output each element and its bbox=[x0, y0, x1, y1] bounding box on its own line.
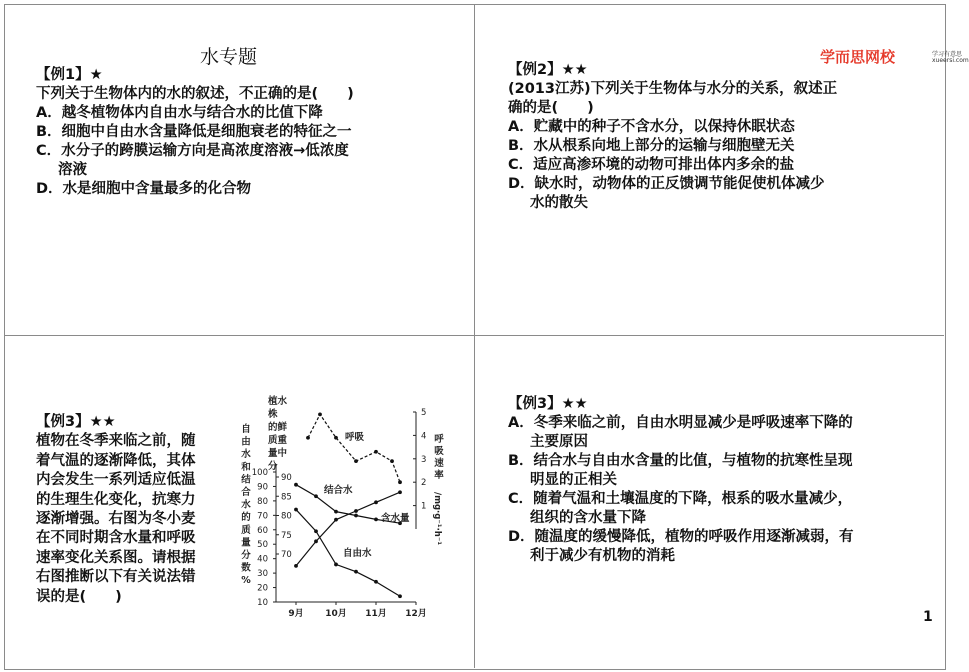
left-axis-1-label-char: 量 bbox=[241, 537, 251, 549]
left-axis-1-tick-label: 100 bbox=[251, 468, 268, 478]
option-b: B．细胞中自由水含量降低是细胞衰老的特征之一 bbox=[36, 124, 352, 140]
series-point-呼吸 bbox=[354, 459, 358, 463]
left-axis-1-label-char: 合 bbox=[241, 487, 251, 498]
question-text: 下列关于生物体内的水的叙述，不正确的是( ) bbox=[36, 86, 354, 102]
left-axis-2-label-char: 质重 bbox=[268, 435, 288, 446]
option-b-cont: 明显的正相关 bbox=[530, 472, 617, 488]
left-axis-1-tick-label: 80 bbox=[257, 496, 268, 507]
page-number: 1 bbox=[923, 609, 933, 625]
slide1-content bbox=[36, 66, 354, 199]
right-axis-tick-label: 3 bbox=[421, 454, 427, 465]
left-axis-1-label-char: 和 bbox=[241, 461, 251, 473]
slide3-content bbox=[36, 413, 196, 607]
option-d: D．缺水时，动物体的正反馈调节能促使机体减少 bbox=[508, 176, 825, 192]
left-axis-1-label-char: 数 bbox=[241, 562, 251, 574]
left-axis-2-label-char: 分 bbox=[268, 461, 278, 472]
left-axis-2-label-char: 的鲜 bbox=[268, 422, 288, 433]
slide4-content bbox=[508, 395, 854, 566]
horizontal-divider bbox=[4, 335, 944, 336]
option-b: B．结合水与自由水含量的比值，与植物的抗寒性呈现 bbox=[508, 453, 853, 469]
left-axis-1-tick-label: 30 bbox=[257, 569, 268, 580]
option-c: C．随着气温和土壤温度的下降，根系的吸水量减少， bbox=[508, 491, 853, 507]
text-line: 在不同时期含水量和呼吸 bbox=[36, 530, 196, 547]
left-axis-1-tick-label: 90 bbox=[257, 482, 268, 493]
series-point-呼吸 bbox=[334, 436, 338, 440]
vertical-divider bbox=[474, 4, 475, 668]
right-axis-tick-label: 5 bbox=[421, 408, 427, 418]
left-axis-1-label-char: 分 bbox=[241, 550, 251, 561]
right-axis-label-char: 率 bbox=[434, 470, 444, 481]
series-point-含水量 bbox=[294, 483, 298, 487]
left-axis-2-tick-label: 90 bbox=[281, 473, 292, 483]
series-point-结合水 bbox=[354, 509, 358, 513]
series-point-含水量 bbox=[314, 494, 318, 498]
option-c: C．适应高渗环境的动物可排出体内多余的盐 bbox=[508, 157, 795, 173]
series-point-结合水 bbox=[334, 518, 338, 522]
x-axis-tick-label: 11月 bbox=[365, 609, 387, 619]
left-axis-1-tick-label: 20 bbox=[257, 583, 268, 594]
example-label: 【例3】★★ bbox=[508, 396, 588, 412]
series-point-呼吸 bbox=[398, 480, 402, 484]
option-b: B．水从根系向地上部分的运输与细胞壁无关 bbox=[508, 138, 795, 154]
series-point-结合水 bbox=[374, 500, 378, 504]
series-point-含水量 bbox=[334, 510, 338, 514]
example-label: 【例2】★★ bbox=[508, 62, 588, 78]
series-point-呼吸 bbox=[318, 412, 322, 416]
left-axis-1-label-char: % bbox=[241, 575, 251, 587]
left-axis-2-label-char: 量中 bbox=[268, 448, 288, 459]
left-axis-1-label-char: 由 bbox=[241, 436, 251, 448]
right-axis-tick-label: 1 bbox=[421, 501, 427, 512]
right-axis-tick-label: 2 bbox=[421, 478, 427, 489]
example-label: 【例1】★ bbox=[36, 67, 103, 83]
left-axis-1-tick-label: 60 bbox=[257, 525, 268, 536]
option-d-cont: 水的散失 bbox=[530, 195, 588, 211]
slide1-title: 水专题 bbox=[200, 46, 258, 68]
series-point-呼吸 bbox=[390, 459, 394, 463]
text-line: 速率变化关系图。请根据 bbox=[36, 549, 196, 566]
option-a-cont: 主要原因 bbox=[530, 434, 588, 450]
right-axis-label-unit: /mg·g⁻¹·h⁻¹ bbox=[432, 492, 442, 546]
series-point-含水量 bbox=[354, 514, 358, 518]
text-line: 右图推断以下有关说法错 bbox=[36, 569, 196, 586]
water-respiration-chart bbox=[232, 394, 462, 626]
left-axis-1-label-char: 的 bbox=[241, 512, 251, 524]
text-line: 着气温的逐渐降低，其体 bbox=[36, 452, 196, 469]
left-axis-1-tick-label: 40 bbox=[257, 554, 268, 565]
text-line: 内会发生一系列适应低温 bbox=[36, 472, 196, 489]
left-axis-2-tick-label: 70 bbox=[281, 550, 292, 560]
option-d-cont: 利于减少有机物的消耗 bbox=[530, 548, 675, 564]
option-a: A．冬季来临之前，自由水明显减少是呼吸速率下降的 bbox=[508, 415, 853, 431]
series-label: 含水量 bbox=[381, 513, 410, 524]
text-line: 逐渐增强。右图为冬小麦 bbox=[36, 511, 196, 528]
x-axis-tick-label: 9月 bbox=[288, 609, 304, 619]
left-axis-2-label-char: 植水 bbox=[268, 396, 288, 407]
option-c-cont: 组织的含水量下降 bbox=[530, 510, 646, 526]
series-point-结合水 bbox=[294, 564, 298, 568]
x-axis-tick-label: 10月 bbox=[325, 609, 347, 619]
series-point-自由水 bbox=[314, 529, 318, 533]
question-line-1: (2013江苏)下列关于生物体与水分的关系，叙述正 bbox=[508, 81, 838, 97]
text-line: 的生理生化变化，抗寒力 bbox=[36, 491, 196, 508]
series-label: 呼吸 bbox=[345, 432, 365, 443]
text-line: 植物在冬季来临之前，随 bbox=[36, 433, 196, 450]
option-d: D．随温度的缓慢降低，植物的呼吸作用逐渐减弱，有 bbox=[508, 529, 854, 545]
left-axis-2-tick-label: 80 bbox=[281, 511, 292, 522]
left-axis-1-label-char: 自 bbox=[241, 424, 251, 435]
series-point-结合水 bbox=[314, 539, 318, 543]
series-point-自由水 bbox=[334, 563, 338, 567]
left-axis-2-tick-label: 85 bbox=[281, 492, 292, 503]
x-axis-tick-label: 12月 bbox=[405, 609, 427, 619]
slide2-content bbox=[508, 61, 837, 213]
option-a: A．越冬植物体内自由水与结合水的比值下降 bbox=[36, 105, 323, 121]
left-axis-2-label-char: 株 bbox=[268, 409, 278, 420]
left-axis-1-label-char: 水 bbox=[241, 499, 251, 511]
example-label: 【例3】★★ bbox=[36, 414, 116, 430]
left-axis-1-tick-label: 50 bbox=[257, 540, 268, 551]
option-c: C．水分子的跨膜运输方向是高浓度溶液→低浓度 bbox=[36, 143, 349, 159]
left-axis-1-tick-label: 10 bbox=[257, 598, 268, 608]
series-point-自由水 bbox=[354, 570, 358, 574]
series-point-含水量 bbox=[374, 517, 378, 521]
option-a: A．贮藏中的种子不含水分，以保持休眠状态 bbox=[508, 119, 795, 135]
left-axis-1-label-char: 质 bbox=[241, 524, 251, 536]
series-point-自由水 bbox=[398, 594, 402, 598]
right-axis-label-char: 呼 bbox=[434, 434, 444, 445]
series-point-结合水 bbox=[398, 490, 402, 494]
left-axis-1-label-char: 结 bbox=[241, 474, 251, 486]
left-axis-1-tick-label: 70 bbox=[257, 511, 268, 522]
text-line: 误的是( ) bbox=[36, 588, 122, 605]
option-c-cont: 溶液 bbox=[58, 162, 87, 178]
right-axis-tick-label: 4 bbox=[421, 431, 427, 442]
series-label: 结合水 bbox=[324, 485, 353, 496]
left-axis-1-label-char: 水 bbox=[241, 449, 251, 461]
right-axis-label-char: 速 bbox=[434, 458, 444, 469]
series-label: 自由水 bbox=[343, 548, 372, 559]
right-axis-label-char: 吸 bbox=[434, 446, 444, 457]
left-axis-2-tick-label: 75 bbox=[281, 530, 292, 541]
brand-logo: 学而思网校 学习有意思 xueersi.com bbox=[820, 48, 969, 66]
series-point-自由水 bbox=[374, 580, 378, 584]
option-d: D．水是细胞中含量最多的化合物 bbox=[36, 181, 252, 197]
series-point-呼吸 bbox=[374, 450, 378, 454]
series-point-自由水 bbox=[294, 508, 298, 512]
series-line-呼吸 bbox=[308, 414, 400, 482]
series-point-呼吸 bbox=[306, 436, 310, 440]
question-line-2: 确的是( ) bbox=[508, 100, 594, 116]
